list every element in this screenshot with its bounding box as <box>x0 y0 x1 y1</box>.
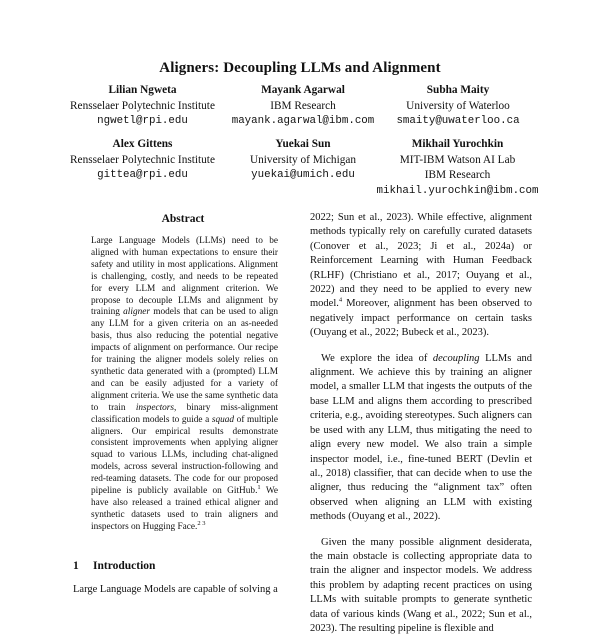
author-name: Mikhail Yurochkin <box>411 138 504 150</box>
author-name: Subha Maity <box>426 84 490 96</box>
author-affiliation: Rensselaer Polytechnic Institute <box>70 99 215 112</box>
abstract-body <box>91 236 278 534</box>
author-name: Lilian Ngweta <box>108 84 177 96</box>
footnote-marker: 1 <box>257 483 261 491</box>
abstract-emphasis: squad <box>211 414 235 425</box>
body-paragraph <box>310 211 532 341</box>
author-affiliation: University of Waterloo <box>406 99 510 112</box>
abstract-emphasis: inspectors <box>135 402 175 413</box>
section-title: Introduction <box>93 560 156 572</box>
author-name: Yuekai Sun <box>275 138 331 150</box>
author-affiliation: IBM Research <box>270 99 336 112</box>
author-email: gittea@rpi.edu <box>97 169 188 181</box>
body-text: We explore the idea of <box>321 352 433 364</box>
section-number: 1 <box>73 560 79 572</box>
author-affiliation: University of Michigan <box>249 153 357 166</box>
author-block <box>228 137 378 184</box>
author-block <box>228 83 378 130</box>
footnote-marker: 2 3 <box>197 519 206 527</box>
author-affiliation: Rensselaer Polytechnic Institute <box>70 153 215 166</box>
body-emphasis: decoupling <box>432 352 480 364</box>
author-affiliation: MIT-IBM Watson AI Lab <box>399 153 516 166</box>
body-text: Moreover, alignment has been observed to negatively impact performance on certain tasks (Ouyang et al., 2022; Bubeck et al., 2023). <box>310 298 532 339</box>
body-paragraph: Given the many possible alignment desiderata, the main obstacle is collecting appropriate data to train the aligner and inspector models. We address this problem by adapting recent practices on using LLMs with suitable prompts to generate synthetic data of various kinds (Wang et al., 2022; Sun et al., 2023). The resulting pipeline is flexible and <box>310 536 532 634</box>
author-block <box>370 137 545 199</box>
paper-title: Aligners: Decoupling LLMs and Alignment <box>159 60 441 76</box>
author-name: Mayank Agarwal <box>261 84 345 96</box>
author-block <box>60 83 225 130</box>
body-text: 2022; Sun et al., 2023). While effective, alignment methods typically rely on carefully curated datasets (Conover et al., 2023; Ji et al., 2024a) or Reinforcement Learning with Human Feedback (RLHF) (Christiano et al., 2017; Ouyang et al., 2022) and they need to be applied to every new model. <box>310 212 532 310</box>
abstract-text: Large Language Models (LLMs) need to be aligned with human expectations to ensure their safety and utility in most applications. Alignment is challenging, costly, and needs to be repeated for every LLM and alignment criterion. We propose to decouple LLMs and alignment by training <box>91 236 278 318</box>
author-block <box>378 83 538 130</box>
author-email: ngwetl@rpi.edu <box>97 115 188 127</box>
abstract-emphasis: aligner <box>123 307 151 318</box>
author-email: smaity@uwaterloo.ca <box>396 115 520 127</box>
author-block <box>60 137 225 184</box>
author-email: mikhail.yurochkin@ibm.com <box>376 184 539 197</box>
author-affiliation-secondary: IBM Research <box>424 169 491 181</box>
abstract-heading: Abstract <box>161 213 205 225</box>
footnote-marker: 4 <box>338 296 343 304</box>
abstract-text: models that can be used to align any LLM for a given criteria on an as-needed basis, thus also reducing the potential negative impacts of alignment on performance. Our recipe for training the aligner models solely relies on synthetic data generated with a (prompted) LLM and can be easily adjusted for a variety of alignment criteria. We use the same synthetic data to train <box>91 307 278 413</box>
abstract-text: We have also released a trained ethical aligner and synthetic datasets used to train aligners and inspectors on Hugging Face. <box>91 486 278 532</box>
abstract-text: , binary miss-alignment classification models to guide a <box>91 402 278 425</box>
body-text: LLMs and alignment. We achieve this by training an aligner model, a smaller LLM that ingests the outputs of the base LLM and aligns them according to prescribed criteria, e.g., avoiding stereotypes. Such aligners can be used with any LLM, thus mitigating the need to align every new model. We also train a simple inspector model, i.e., fine-tuned BERT (Devlin et al., 2018) classifier, that can decide when to use the aligner, thus reducing the “alignment tax” often observed when aligning an LLM with existing methods (Ouyang et al., 2022). <box>310 352 532 523</box>
abstract-text: of multiple aligners. Our empirical results demonstrate consistent improvements when applying aligner squad to various LLMs, including chat-aligned models, across several instruction-following and red-teaming datasets. The code for our proposed pipeline is publicly available on GitHub. <box>91 414 278 497</box>
right-column <box>310 211 532 636</box>
author-name: Alex Gittens <box>112 138 173 150</box>
author-email: yuekai@umich.edu <box>251 169 355 181</box>
body-paragraph <box>310 352 532 525</box>
section-heading <box>73 560 155 572</box>
author-email: mayank.agarwal@ibm.com <box>231 115 375 127</box>
intro-paragraph: Large Language Models are capable of solving a <box>73 584 278 595</box>
